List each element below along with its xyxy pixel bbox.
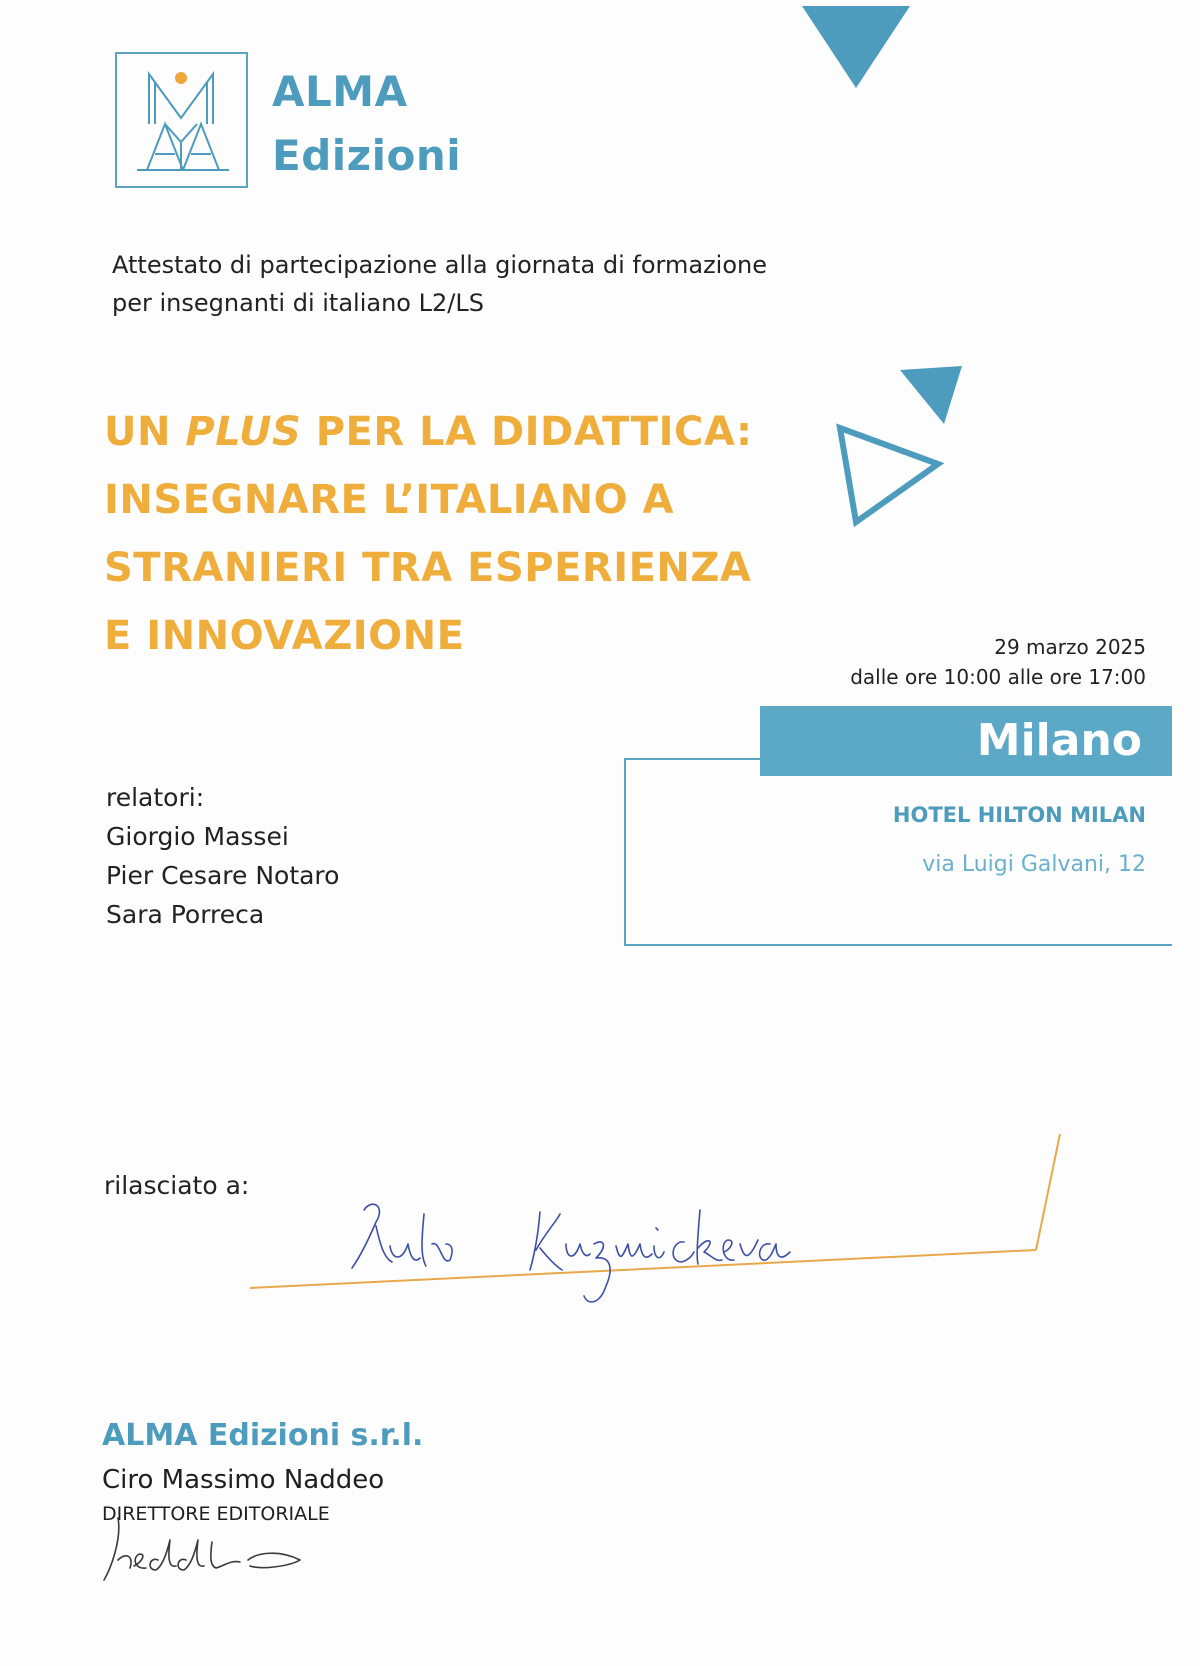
logo-maya-icon xyxy=(117,54,250,190)
signature-line-rise xyxy=(1036,1134,1060,1250)
speaker-name: Sara Porreca xyxy=(106,900,265,929)
city-banner xyxy=(760,706,1172,776)
intro-line-2: per insegnanti di italiano L2/LS xyxy=(112,289,484,317)
speaker-name: Pier Cesare Notaro xyxy=(106,861,340,890)
speaker-name: Giorgio Massei xyxy=(106,822,289,851)
event-time: dalle ore 10:00 alle ore 17:00 xyxy=(850,665,1146,689)
title-line-3: STRANIERI TRA ESPERIENZA xyxy=(104,545,752,591)
logo-line-2: Edizioni xyxy=(272,131,462,180)
speakers-list xyxy=(106,778,339,934)
title-part-plus: PLUS xyxy=(185,409,302,455)
triangle-outline-icon xyxy=(840,428,938,522)
director-role: DIRETTORE EDITORIALE xyxy=(102,1503,330,1525)
footer-company: ALMA Edizioni s.r.l. xyxy=(102,1418,424,1453)
city-name: Milano xyxy=(976,715,1142,766)
venue-name: HOTEL HILTON MILAN xyxy=(892,803,1146,827)
title-line-1 xyxy=(104,398,824,466)
recipient-signature xyxy=(352,1204,790,1302)
title-line-2: INSEGNARE L’ITALIANO A xyxy=(104,477,675,523)
logo-line-1: ALMA xyxy=(272,67,408,116)
event-datetime xyxy=(850,632,1146,692)
triangle-top-icon xyxy=(802,6,910,88)
speakers-label: relatori: xyxy=(106,783,205,812)
triangle-small-icon xyxy=(900,366,962,424)
logo-mark xyxy=(115,52,248,188)
intro-line-1: Attestato di partecipazione alla giornata di formazione xyxy=(112,251,767,279)
title-part-a: UN xyxy=(104,409,186,455)
event-date: 29 marzo 2025 xyxy=(994,635,1146,659)
venue-address: via Luigi Galvani, 12 xyxy=(922,852,1146,877)
director-name: Ciro Massimo Naddeo xyxy=(102,1465,385,1495)
certificate-intro xyxy=(112,246,872,322)
title-part-c: PER LA DIDATTICA: xyxy=(301,409,753,455)
issued-to-label: rilasciato a: xyxy=(104,1171,250,1200)
title-line-4: E INNOVAZIONE xyxy=(104,613,465,659)
course-title xyxy=(104,398,824,670)
